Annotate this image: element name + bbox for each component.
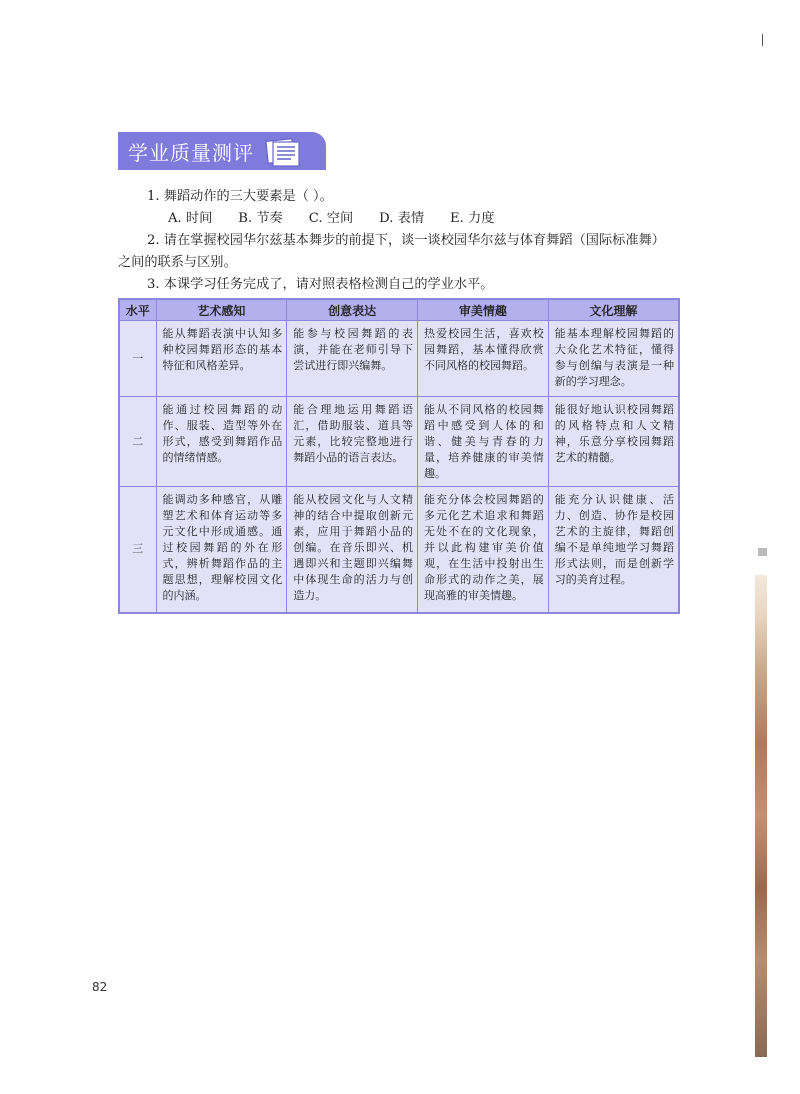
table-cell: 能调动多种感官，从雕塑艺术和体育运动等多元文化中形成通感。通过校园舞蹈的外在形式，辨析舞蹈作品的主题思想，理解校园文化的内涵。	[156, 487, 287, 613]
table-cell: 热爱校园生活，喜欢校园舞蹈，基本懂得欣赏不同风格的校园舞蹈。	[418, 321, 549, 397]
table-row	[119, 487, 679, 613]
level-cell: 二	[119, 397, 156, 487]
question-1: 1. 舞蹈动作的三大要素是（ ）。	[147, 189, 333, 204]
option-a: A. 时间	[168, 211, 213, 226]
option-b: B. 节奏	[238, 211, 283, 226]
table-row	[119, 397, 679, 487]
table-cell: 能基本理解校园舞蹈的大众化艺术特征，懂得参与创编与表演是一种新的学习理念。	[548, 321, 679, 397]
option-e: E. 力度	[450, 211, 495, 226]
table-cell: 能通过校园舞蹈的动作、服装、造型等外在形式，感受到舞蹈作品的情绪情感。	[156, 397, 287, 487]
header-level: 水平	[119, 299, 156, 321]
header-cultural-understanding: 文化理解	[548, 299, 679, 321]
table-cell: 能充分认识健康、活力、创造、协作是校园艺术的主旋律，舞蹈创编不是单纯地学习舞蹈形式法则，而是创新学习的美育过程。	[548, 487, 679, 613]
table-cell: 能从不同风格的校园舞蹈中感受到人体的和谐、健美与青春的力量，培养健康的审美情趣。	[418, 397, 549, 487]
page-number: 82	[92, 980, 108, 994]
option-d: D. 表情	[379, 211, 425, 226]
table-cell: 能从校园文化与人文精神的结合中提取创新元素，应用于舞蹈小品的创编。在音乐即兴、机遇即兴和主题即兴编舞中体现生命的活力与创造力。	[287, 487, 418, 613]
assessment-table	[118, 298, 680, 614]
question-2: 2. 请在掌握校园华尔兹基本舞步的前提下，谈一谈校园华尔兹与体育舞蹈（国际标准舞）之间的联系与区别。	[118, 233, 665, 270]
table-cell: 能从舞蹈表演中认知多种校园舞蹈形态的基本特征和风格差异。	[156, 321, 287, 397]
table-cell: 能很好地认识校园舞蹈的风格特点和人文精神，乐意分享校园舞蹈艺术的精髓。	[548, 397, 679, 487]
question-1-options	[118, 208, 678, 230]
document-icon	[265, 137, 305, 169]
option-c: C. 空间	[308, 211, 354, 226]
table-cell: 能参与校园舞蹈的表演，并能在老师引导下尝试进行即兴编舞。	[287, 321, 418, 397]
section-title: 学业质量测评	[128, 140, 254, 165]
question-3: 3. 本课学习任务完成了，请对照表格检测自己的学业水平。	[147, 277, 494, 292]
header-aesthetic-taste: 审美情趣	[418, 299, 549, 321]
level-cell: 一	[119, 321, 156, 397]
table-header-row	[119, 299, 679, 321]
side-photo-top	[758, 548, 767, 556]
level-cell: 三	[119, 487, 156, 613]
header-creative-expression: 创意表达	[287, 299, 418, 321]
header-art-perception: 艺术感知	[156, 299, 287, 321]
questions-block	[118, 186, 678, 296]
table-row	[119, 321, 679, 397]
page-edge-mark	[762, 34, 763, 46]
table-cell: 能充分体会校园舞蹈的多元化艺术追求和舞蹈无处不在的文化现象，并以此构建审美价值观，在生活中投射出生命形式的动作之美，展现高雅的审美情趣。	[418, 487, 549, 613]
table-cell: 能合理地运用舞蹈语汇，借助服装、道具等元素，比较完整地进行舞蹈小品的语言表达。	[287, 397, 418, 487]
assessment-table-wrap	[118, 298, 680, 614]
side-photo-strip	[755, 575, 767, 1057]
